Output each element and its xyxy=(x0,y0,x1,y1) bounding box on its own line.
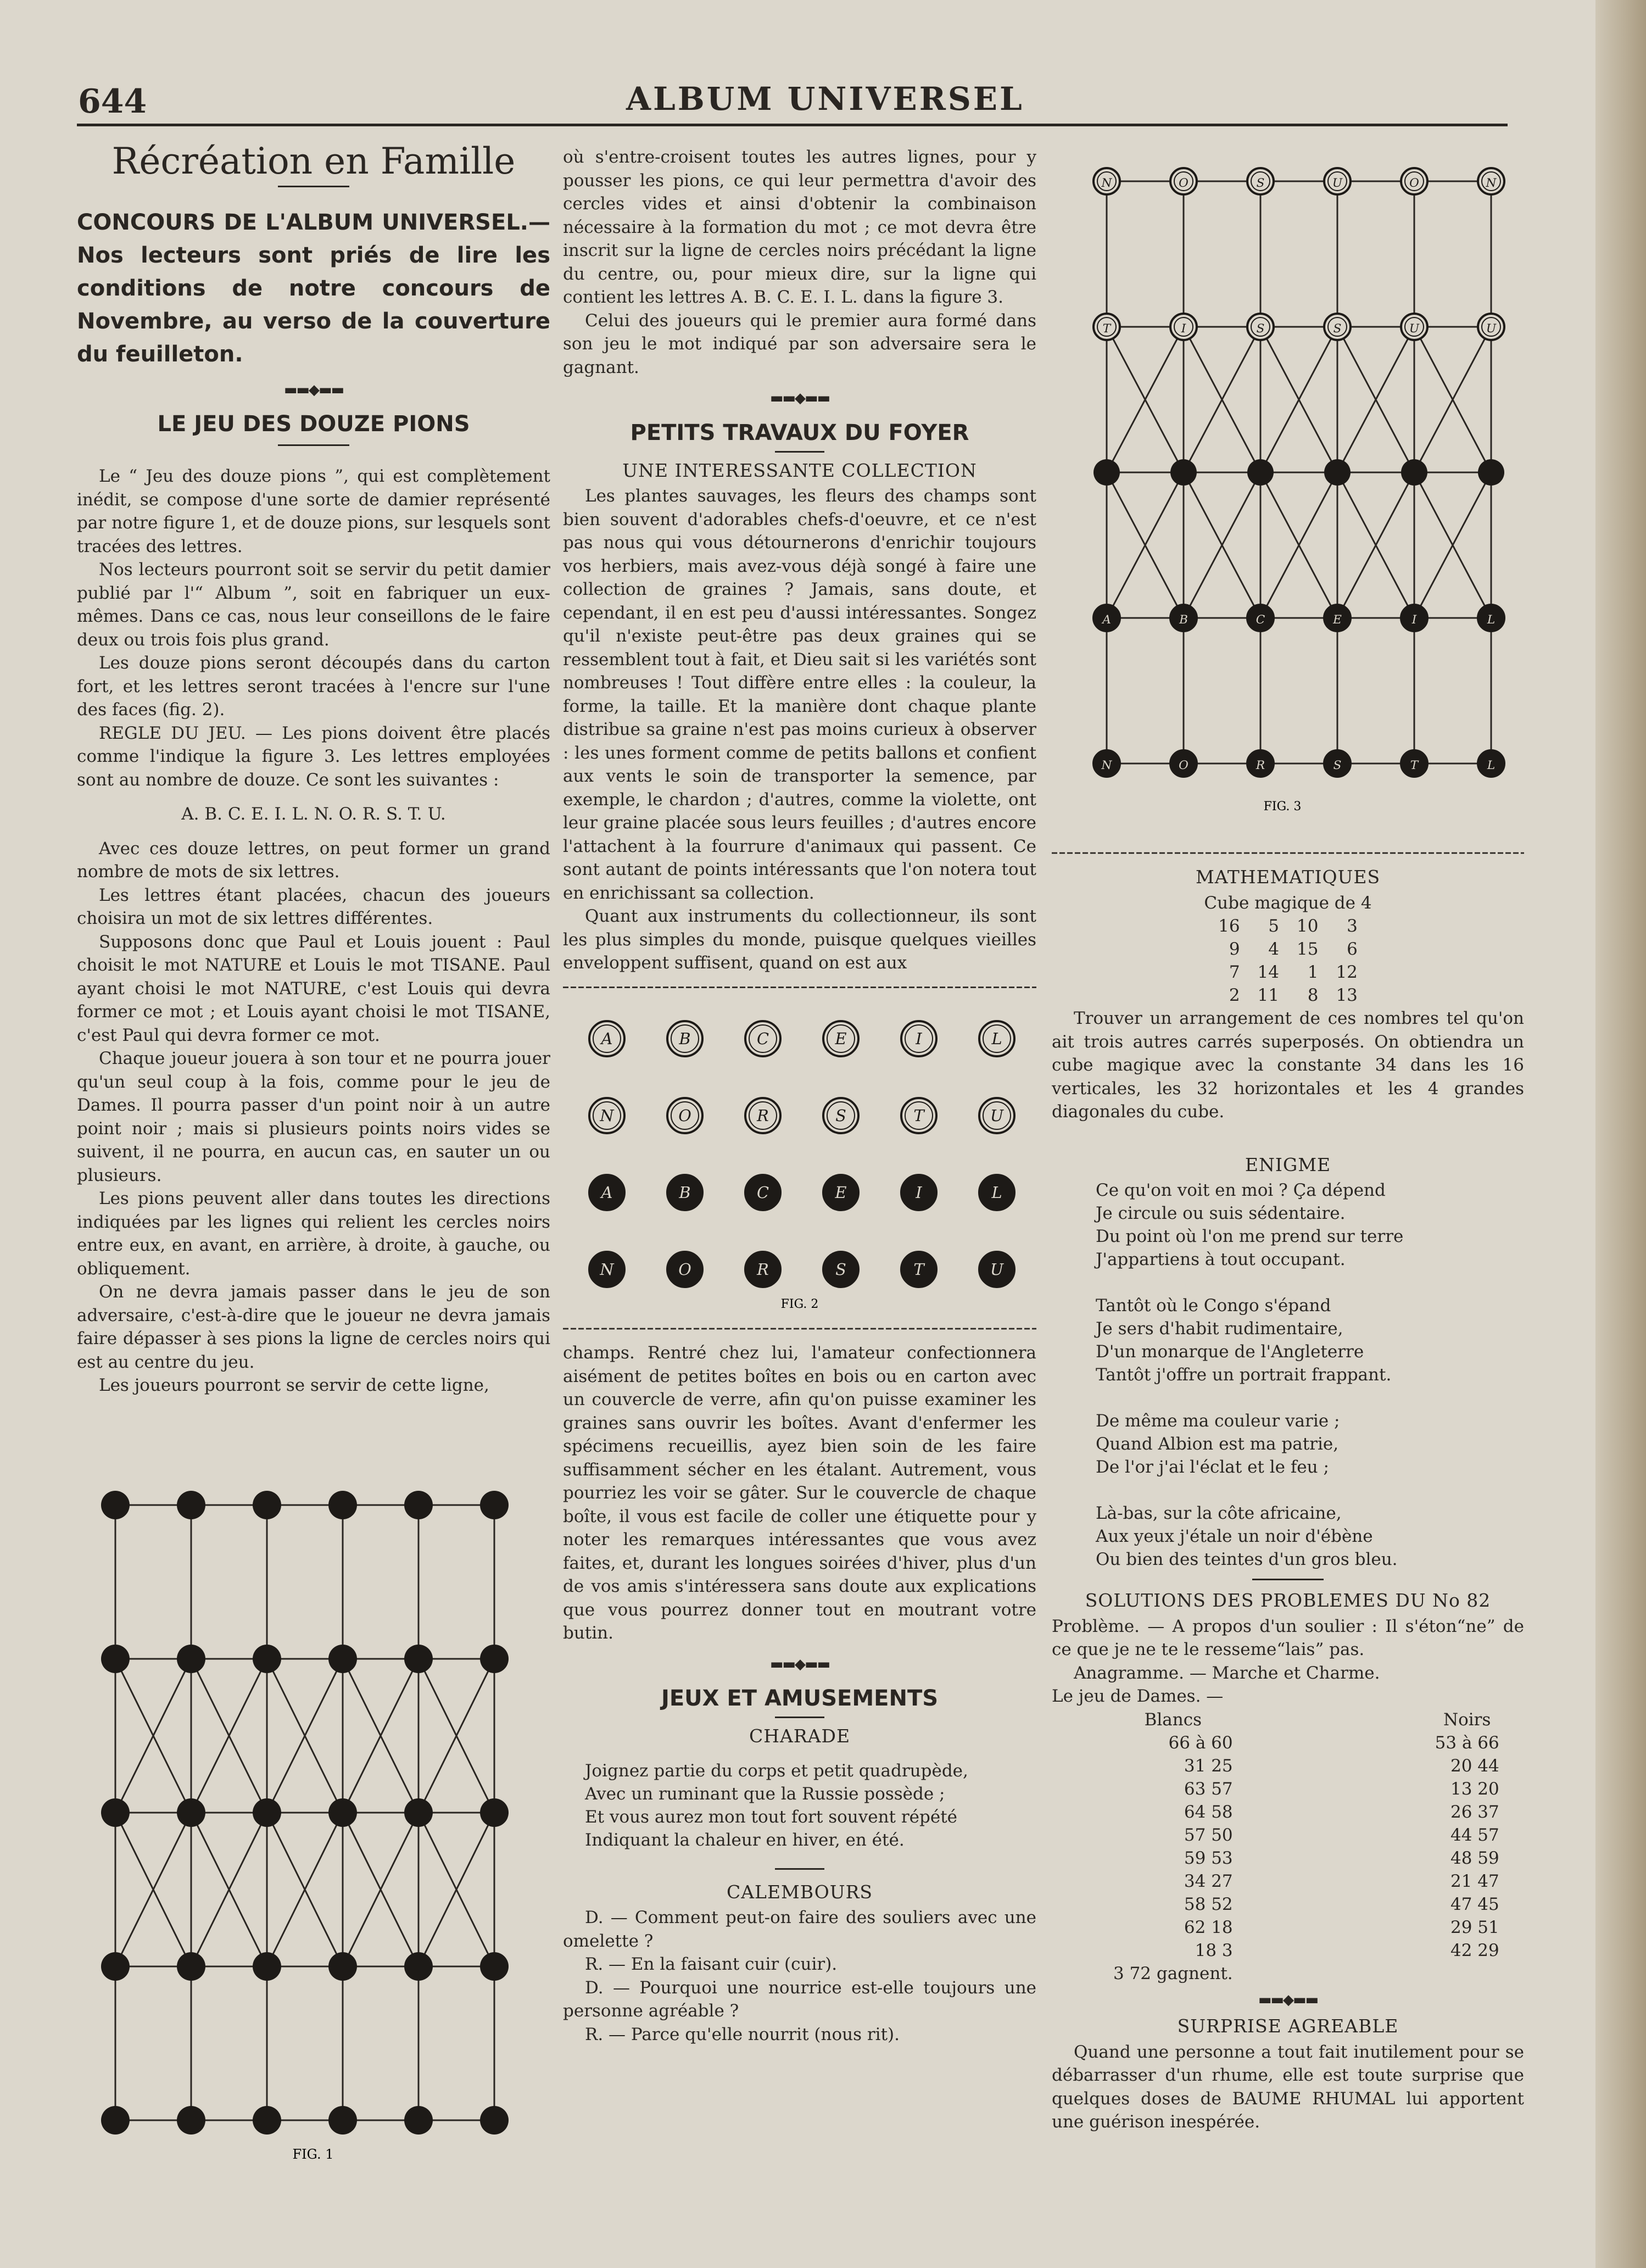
wavy-divider xyxy=(563,984,1036,991)
svg-text:I: I xyxy=(916,1183,922,1202)
dames-row xyxy=(1107,1731,1506,1754)
letter-pion xyxy=(1170,168,1197,194)
board-point xyxy=(480,1798,509,1827)
letter-pion xyxy=(667,1098,702,1133)
cell: 8 xyxy=(1307,985,1319,1005)
svg-text:N: N xyxy=(1101,176,1112,190)
letter-pion xyxy=(1401,605,1427,631)
letter-pion xyxy=(979,1098,1014,1133)
paragraph: où s'entre-croisent toutes les autres lignes, pour y pousser les pions, ce qui leur permettra d'avoir des cercles vides et ainsi d'obtenir la combinaison nécessaire à la formation du mot ; ce mot devra être inscrit sur la ligne de cercles noirs précédant la ligne du centre, ou, pour mieux dire, sur la ligne qui contient les lettres A. B. C. E. I. L. dans la figure 3. xyxy=(563,147,1036,307)
paragraph: Trouver un arrangement de ces nombres tel qu'on ait trois autres carrés superposés. On obtiendra un cube magique avec la constante 34 dans les 16 verticales, les 32 horizontales et les 4 grandes diagonales du cube. xyxy=(1052,1008,1524,1122)
fig3-caption: FIG. 3 xyxy=(1263,800,1302,813)
svg-text:B: B xyxy=(1179,613,1188,627)
dames-row xyxy=(1107,1777,1506,1801)
svg-text:B: B xyxy=(679,1029,691,1048)
math-title: MATHEMATIQUES xyxy=(1195,866,1381,888)
svg-text:T: T xyxy=(1102,322,1111,336)
board-point xyxy=(1324,459,1351,486)
paragraph: champs. Rentré chez lui, l'amateur confectionnera aisément de petites boîtes en bois ou en carton avec un couvercle de verre, afin qu'on puisse examiner les graines sans ouvrir les boîtes. Avant d'enfermer les spécimens recueillis, ayez bien soin de les faire suffisamment sécher en les étalant. Autrement, vous pourriez les voir se gâter. Sur le couvercle de chaque boîte, il vous est facile de coller une étiquette pour y noter les remarques intéressantes que vous avez faites, et, durant les longues soirées d'hiver, plus d'un de vos amis s'intéressera sans doute aux explications que vous pourrez donner tout en moutrant votre butin. xyxy=(563,1343,1036,1643)
board-point xyxy=(328,1491,357,1519)
paragraph: Supposons donc que Paul et Louis jouent : Paul choisit le mot NATURE et Louis le mot TISANE. Paul ayant choisi le mot NATURE, c'est Louis qui devra former ce mot ; et Louis ayant choisi le mot TISANE, c'est Paul qui devra former ce mot. xyxy=(77,932,550,1045)
blancs-move: 66 à 60 xyxy=(1168,1732,1233,1753)
board-point xyxy=(1478,459,1504,486)
letter-pion xyxy=(1247,750,1274,777)
dames-row xyxy=(1107,1893,1506,1916)
letter-pion xyxy=(823,1021,858,1056)
board-point xyxy=(404,1645,433,1673)
letter-pion xyxy=(1324,168,1351,194)
poem-line: Avec un ruminant que la Russie possède ; xyxy=(585,1784,945,1804)
svg-text:O: O xyxy=(678,1260,691,1279)
noirs-move: 13 20 xyxy=(1450,1779,1499,1799)
board-point xyxy=(480,1952,509,1981)
letter-pion xyxy=(1401,168,1427,194)
subtitle-rule xyxy=(775,1717,824,1718)
svg-text:R: R xyxy=(757,1260,769,1279)
enigme-poem xyxy=(1096,1179,1524,1571)
cell: 2 xyxy=(1229,985,1240,1005)
letter-pion xyxy=(589,1175,624,1210)
svg-text:U: U xyxy=(1486,322,1497,336)
blancs-move: 31 25 xyxy=(1184,1756,1233,1776)
letter-pion xyxy=(901,1021,936,1056)
letter-pion xyxy=(1478,314,1504,340)
cell: 3 xyxy=(1347,916,1358,936)
paragraph: Le “ Jeu des douze pions ”, qui est complètement inédit, se compose d'une sorte de damier représenté par notre figure 1, et de douze pions, sur lesquels sont tracées des lettres. xyxy=(77,466,550,556)
letter-pion xyxy=(745,1175,780,1210)
svg-text:U: U xyxy=(1409,322,1420,336)
letter-pion xyxy=(901,1252,936,1287)
concours-notice: CONCOURS DE L'ALBUM UNIVERSEL.— Nos lecteurs sont priés de lire les conditions de notre concours de Novembre, au verso de la couverture du feuilleton. xyxy=(77,209,550,367)
svg-text:N: N xyxy=(1101,759,1112,772)
poem-line: D'un monarque de l'Angleterre xyxy=(1096,1342,1364,1362)
board-point xyxy=(404,1491,433,1519)
svg-text:E: E xyxy=(835,1029,847,1048)
cell: 10 xyxy=(1297,916,1319,936)
board-point xyxy=(177,1798,205,1827)
noirs-move: 42 29 xyxy=(1450,1940,1499,1960)
svg-text:N: N xyxy=(600,1260,614,1279)
noirs-move: 48 59 xyxy=(1450,1848,1499,1868)
noirs-move: 26 37 xyxy=(1450,1802,1499,1822)
ornament-divider: ▬▬◆▬▬ xyxy=(283,381,344,398)
svg-text:S: S xyxy=(1256,322,1265,336)
poem-line: Aux yeux j'étale un noir d'ébène xyxy=(1096,1526,1373,1546)
letter-pion xyxy=(1324,314,1351,340)
poem-line: J'appartiens à tout occupant. xyxy=(1096,1250,1346,1269)
board-point xyxy=(1093,459,1120,486)
board-point xyxy=(328,2106,357,2135)
svg-text:C: C xyxy=(756,1029,769,1048)
letter-pion xyxy=(1093,168,1120,194)
board-point xyxy=(101,1798,130,1827)
letter-pion xyxy=(823,1175,858,1210)
dames-row xyxy=(1107,1939,1506,1962)
svg-text:L: L xyxy=(1487,759,1496,772)
foyer-title: PETITS TRAVAUX DU FOYER xyxy=(630,420,969,445)
svg-text:S: S xyxy=(835,1260,846,1279)
cell: 11 xyxy=(1257,985,1279,1005)
board-point xyxy=(253,1952,281,1981)
cell: 7 xyxy=(1229,962,1240,982)
svg-text:C: C xyxy=(1256,613,1265,627)
poem-line: Tantôt j'offre un portrait frappant. xyxy=(1096,1365,1392,1385)
letter-pion xyxy=(1093,314,1120,340)
board-point xyxy=(480,2106,509,2135)
poem-line: Là-bas, sur la côte africaine, xyxy=(1096,1503,1342,1523)
surprise-title: SURPRISE AGREABLE xyxy=(1177,2015,1399,2037)
paragraph: Les joueurs pourront se servir de cette ligne, xyxy=(99,1375,489,1395)
board-point xyxy=(328,1798,357,1827)
poem-line: Tantôt où le Congo s'épand xyxy=(1096,1296,1331,1316)
blancs-move: 34 27 xyxy=(1184,1871,1233,1891)
noirs-header: Noirs xyxy=(1443,1709,1491,1730)
subtitle-rule xyxy=(278,444,349,446)
cell: 16 xyxy=(1218,916,1240,936)
blancs-header: Blancs xyxy=(1144,1709,1202,1730)
magic-square xyxy=(1209,915,1366,1007)
charade-poem xyxy=(585,1759,1036,1852)
board-point xyxy=(101,1491,130,1519)
svg-text:E: E xyxy=(1333,613,1342,627)
poem-line: Et vous aurez mon tout fort souvent répété xyxy=(585,1807,958,1827)
letter-pion xyxy=(1247,605,1274,631)
letter-pion xyxy=(979,1252,1014,1287)
paragraph: Avec ces douze lettres, on peut former un grand nombre de mots de six lettres. xyxy=(77,838,550,882)
letter-pion xyxy=(1401,750,1427,777)
ornament-divider: ▬▬◆▬▬ xyxy=(769,390,830,406)
dames-row xyxy=(1107,1870,1506,1893)
poem-line: De l'or j'ai l'éclat et le feu ; xyxy=(1096,1457,1329,1477)
board-point xyxy=(404,1798,433,1827)
figure-3-setup xyxy=(1074,154,1513,813)
svg-text:N: N xyxy=(1486,176,1497,190)
letter-pion xyxy=(745,1021,780,1056)
board-point xyxy=(1247,459,1274,486)
paragraph: Problème. — A propos d'un soulier : Il s'éton“ne” de ce que je ne te le resseme“lais” pas. xyxy=(1052,1616,1524,1659)
dames-row xyxy=(1107,1916,1506,1939)
blancs-move: 18 3 xyxy=(1195,1940,1233,1960)
svg-text:A: A xyxy=(601,1029,613,1048)
letter-pion xyxy=(1324,750,1351,777)
svg-text:S: S xyxy=(1333,759,1342,772)
letter-pion xyxy=(823,1098,858,1133)
svg-text:S: S xyxy=(1256,176,1265,190)
dames-solution-table xyxy=(1107,1708,1506,1985)
board-point xyxy=(253,1798,281,1827)
column-3 xyxy=(1052,840,1524,2134)
blancs-move: 64 58 xyxy=(1184,1802,1233,1822)
board-point xyxy=(101,1952,130,1981)
letter-pion xyxy=(979,1175,1014,1210)
poem-line: De même ma couleur varie ; xyxy=(1096,1411,1340,1431)
svg-text:R: R xyxy=(757,1106,769,1125)
board-point xyxy=(177,1952,205,1981)
svg-text:I: I xyxy=(1181,322,1186,336)
paragraph: Les lettres étant placées, chacun des joueurs choisira un mot de six lettres différentes. xyxy=(77,885,550,928)
paragraph: Chaque joueur jouera à son tour et ne pourra jouer qu'un seul coup à la fois, comme pour le jeu de Dames. Il pourra passer d'un point noir à un autre point noir ; mais si plusieurs points noirs vides se suivent, il ne pourra, en aucun cas, en sauter un ou plusieurs. xyxy=(77,1049,550,1185)
paragraph: R. — Parce qu'elle nourrit (nous rit). xyxy=(585,2024,900,2044)
letter-pion xyxy=(979,1021,1014,1056)
cell: 13 xyxy=(1336,985,1358,1005)
paragraph: Celui des joueurs qui le premier aura formé dans son jeu le mot indiqué par son adversaire sera le gagnant. xyxy=(563,310,1036,377)
paragraph: Les douze pions seront découpés dans du carton fort, et les lettres seront tracées à l'encre sur l'une des faces (fig. 2). xyxy=(77,653,550,720)
svg-text:L: L xyxy=(1487,613,1496,627)
paragraph: D. — Comment peut-on faire des souliers avec une omelette ? xyxy=(563,1908,1036,1951)
board-point xyxy=(253,2106,281,2135)
blancs-move: 58 52 xyxy=(1184,1894,1233,1914)
fig2-caption: FIG. 2 xyxy=(780,1297,819,1311)
board-point xyxy=(328,1645,357,1673)
blancs-move: 59 53 xyxy=(1184,1848,1233,1868)
noirs-move: 29 51 xyxy=(1450,1917,1499,1937)
letter-pion xyxy=(589,1021,624,1056)
poem-line: Quand Albion est ma patrie, xyxy=(1096,1434,1339,1454)
noirs-move: 21 47 xyxy=(1450,1871,1499,1891)
dames-row xyxy=(1107,1754,1506,1777)
svg-text:R: R xyxy=(1256,759,1265,772)
poem-line: Ou bien des teintes d'un gros bleu. xyxy=(1096,1550,1398,1569)
noirs-move: 47 45 xyxy=(1450,1894,1499,1914)
letter-pion xyxy=(589,1098,624,1133)
dames-end: 3 72 gagnent. xyxy=(1113,1963,1233,1983)
svg-text:B: B xyxy=(679,1183,691,1202)
poem-line: Du point où l'on me prend sur terre xyxy=(1096,1227,1404,1246)
svg-text:L: L xyxy=(991,1183,1002,1202)
letter-pion xyxy=(745,1098,780,1133)
letter-pion xyxy=(667,1175,702,1210)
letter-pion xyxy=(1170,750,1197,777)
letter-pion xyxy=(901,1098,936,1133)
cell: 6 xyxy=(1347,939,1358,959)
letter-pion xyxy=(823,1252,858,1287)
dames-row xyxy=(1107,1847,1506,1870)
jeux-title: JEUX ET AMUSEMENTS xyxy=(661,1686,939,1711)
letter-pion xyxy=(1093,605,1120,631)
letter-pion xyxy=(667,1252,702,1287)
svg-text:T: T xyxy=(913,1260,924,1279)
page-edge xyxy=(1595,0,1646,2268)
cell: 5 xyxy=(1268,916,1279,936)
svg-text:O: O xyxy=(678,1106,691,1125)
letter-pion xyxy=(589,1252,624,1287)
dames-row xyxy=(1107,1801,1506,1824)
wavy-divider xyxy=(1052,849,1524,857)
paragraph: Quand une personne a tout fait inutilement pour se débarrasser d'un rhume, elle est toute surprise que quelques doses de BAUME RHUMAL lui apportent une guérison inespérée. xyxy=(1052,2042,1524,2132)
poem-line: Joignez partie du corps et petit quadrupède, xyxy=(585,1760,968,1781)
board-point xyxy=(404,2106,433,2135)
letter-pion xyxy=(1093,750,1120,777)
solutions-title: SOLUTIONS DES PROBLEMES DU No 82 xyxy=(1085,1590,1491,1611)
board-lines xyxy=(1107,181,1491,764)
enigme-title: ENIGME xyxy=(1245,1153,1331,1175)
svg-text:C: C xyxy=(756,1183,769,1202)
svg-text:O: O xyxy=(1179,176,1189,190)
noirs-move: 20 44 xyxy=(1450,1756,1499,1776)
subtitle-rule xyxy=(775,451,824,453)
letter-pion xyxy=(745,1252,780,1287)
board-point xyxy=(1170,459,1197,486)
paragraph: REGLE DU JEU. — Les pions doivent être placés comme l'indique la figure 3. Les lettres employées sont au nombre de douze. Ce sont les suivantes : xyxy=(77,723,550,790)
figure-1-board xyxy=(93,1483,533,2164)
paragraph: Le jeu de Dames. — xyxy=(1052,1686,1224,1706)
letter-pion xyxy=(1247,168,1274,194)
ornament-divider: ▬▬◆▬▬ xyxy=(769,1656,830,1673)
svg-text:I: I xyxy=(916,1029,922,1048)
letter-pion xyxy=(1247,314,1274,340)
board-point xyxy=(253,1491,281,1519)
cell: 14 xyxy=(1257,962,1279,982)
poem-line: Je sers d'habit rudimentaire, xyxy=(1096,1319,1343,1339)
paragraph: Anagramme. — Marche et Charme. xyxy=(1074,1663,1380,1683)
board-point xyxy=(177,1645,205,1673)
svg-text:U: U xyxy=(990,1260,1004,1279)
dames-row xyxy=(1107,1824,1506,1847)
divider-rule xyxy=(1252,1579,1324,1580)
letter-pion xyxy=(1478,750,1504,777)
svg-text:O: O xyxy=(1179,759,1189,772)
figure-2-pieces xyxy=(563,1000,1036,1341)
charade-title: CHARADE xyxy=(749,1725,851,1747)
board-point xyxy=(328,1952,357,1981)
cell: 4 xyxy=(1268,939,1279,959)
ornament-divider: ▬▬◆▬▬ xyxy=(1258,1991,1318,2008)
column-2 xyxy=(563,146,1036,2046)
paragraph: R. — En la faisant cuir (cuir). xyxy=(585,1954,838,1974)
paragraph: Les plantes sauvages, les fleurs des champs sont bien souvent d'adorables chefs-d'oeuvre, et ce n'est pas nous qui vous détournerons d'enrichir toujours vos herbiers, mais avez-vous déjà songé à faire une collection de graines ? Jamais, sans doute, et cependant, il en est peu d'aussi intéressantes. Songez qu'il n'existe peut-être pas deux graines qui se ressemblent tout à fait, et Dieu sait si les variétés sont nombreuses ! Tout diffère entre elles : la couleur, la forme, la taille. Et la manière dont chaque plante distribue sa graine n'est pas moins curieux à observer : les unes forment comme de petits ballons et confient aux vents le soin de transporter la semence, par exemple, le chardon ; d'autres, comme la violette, ont leur graine placée sous leurs feuilles ; d'autres encore l'attachent à la fourrure d'animaux qui passent. Ce sont autant de points intéressants que l'on notera tout en enrichissant sa collection. xyxy=(563,486,1036,903)
letter-pion xyxy=(1478,168,1504,194)
blancs-move: 63 57 xyxy=(1184,1779,1233,1799)
poem-line: Ce qu'on voit en moi ? Ça dépend xyxy=(1096,1180,1386,1200)
calembours-title: CALEMBOURS xyxy=(726,1881,873,1903)
board-point xyxy=(177,2106,205,2135)
blancs-move: 62 18 xyxy=(1184,1917,1233,1937)
math-subtitle: Cube magique de 4 xyxy=(1204,893,1372,913)
foyer-subtitle: UNE INTERESSANTE COLLECTION xyxy=(622,459,977,481)
letter-pion xyxy=(1170,605,1197,631)
board-point xyxy=(480,1491,509,1519)
board-point xyxy=(480,1645,509,1673)
masthead-title: ALBUM UNIVERSEL xyxy=(626,80,1024,118)
svg-text:T: T xyxy=(913,1106,924,1125)
column-1 xyxy=(77,140,550,1397)
header-rule xyxy=(77,124,1508,126)
game-title: LE JEU DES DOUZE PIONS xyxy=(157,411,470,437)
svg-text:T: T xyxy=(1410,759,1419,772)
letter-pion xyxy=(667,1021,702,1056)
svg-text:I: I xyxy=(1411,613,1417,627)
board-lines xyxy=(115,1505,494,2120)
section-title: Récréation en Famille xyxy=(111,140,516,182)
board-point xyxy=(1401,459,1427,486)
svg-text:S: S xyxy=(1333,322,1342,336)
title-rule xyxy=(278,186,349,187)
svg-text:A: A xyxy=(601,1183,613,1202)
letter-pion xyxy=(1324,605,1351,631)
letter-pion xyxy=(1478,605,1504,631)
cell: 12 xyxy=(1336,962,1358,982)
svg-text:N: N xyxy=(600,1106,614,1125)
blancs-move: 57 50 xyxy=(1184,1825,1233,1845)
board-point xyxy=(177,1491,205,1519)
svg-text:O: O xyxy=(1409,176,1419,190)
letter-pion xyxy=(901,1175,936,1210)
board-point xyxy=(253,1645,281,1673)
paragraph: Quant aux instruments du collectionneur, ils sont les plus simples du monde, puisque quelques vieilles enveloppent suffisent, quand on est aux xyxy=(563,906,1036,973)
cell: 1 xyxy=(1307,962,1319,982)
fig1-caption: FIG. 1 xyxy=(292,2147,334,2162)
poem-line: Indiquant la chaleur en hiver, en été. xyxy=(585,1830,905,1850)
paragraph: Nos lecteurs pourront soit se servir du petit damier publié par l'“ Album ”, soit en fabriquer un eux-mêmes. Dans ce cas, nous leur conseillons de le faire deux ou trois fois plus grand. xyxy=(77,560,550,650)
paragraph: On ne devra jamais passer dans le jeu de son adversaire, c'est-à-dire que le joueur ne devra jamais faire dépasser à ses pions la ligne de cercles noirs qui est au centre du jeu. xyxy=(77,1282,550,1372)
noirs-move: 44 57 xyxy=(1450,1825,1499,1845)
letter-pion xyxy=(1170,314,1197,340)
letter-pion xyxy=(1401,314,1427,340)
divider-rule xyxy=(775,1868,824,1870)
page-number: 644 xyxy=(78,82,147,121)
paragraph: D. — Pourquoi une nourrice est-elle toujours une personne agréable ? xyxy=(563,1977,1036,2021)
svg-text:U: U xyxy=(990,1106,1004,1125)
cell: 15 xyxy=(1297,939,1319,959)
cell: 9 xyxy=(1229,939,1240,959)
svg-text:L: L xyxy=(991,1029,1002,1048)
board-point xyxy=(404,1952,433,1981)
letters-line: A. B. C. E. I. L. N. O. R. S. T. U. xyxy=(181,804,446,824)
svg-text:S: S xyxy=(835,1106,846,1125)
poem-line: Je circule ou suis sédentaire. xyxy=(1096,1203,1346,1223)
svg-text:A: A xyxy=(1102,613,1111,627)
board-point xyxy=(101,2106,130,2135)
paragraph: Les pions peuvent aller dans toutes les directions indiquées par les lignes qui relient les cercles noirs entre eux, en avant, en arrière, à droite, à gauche, ou obliquement. xyxy=(77,1189,550,1279)
board-point xyxy=(101,1645,130,1673)
svg-text:E: E xyxy=(835,1183,847,1202)
svg-text:U: U xyxy=(1332,176,1343,190)
noirs-move: 53 à 66 xyxy=(1435,1732,1499,1753)
